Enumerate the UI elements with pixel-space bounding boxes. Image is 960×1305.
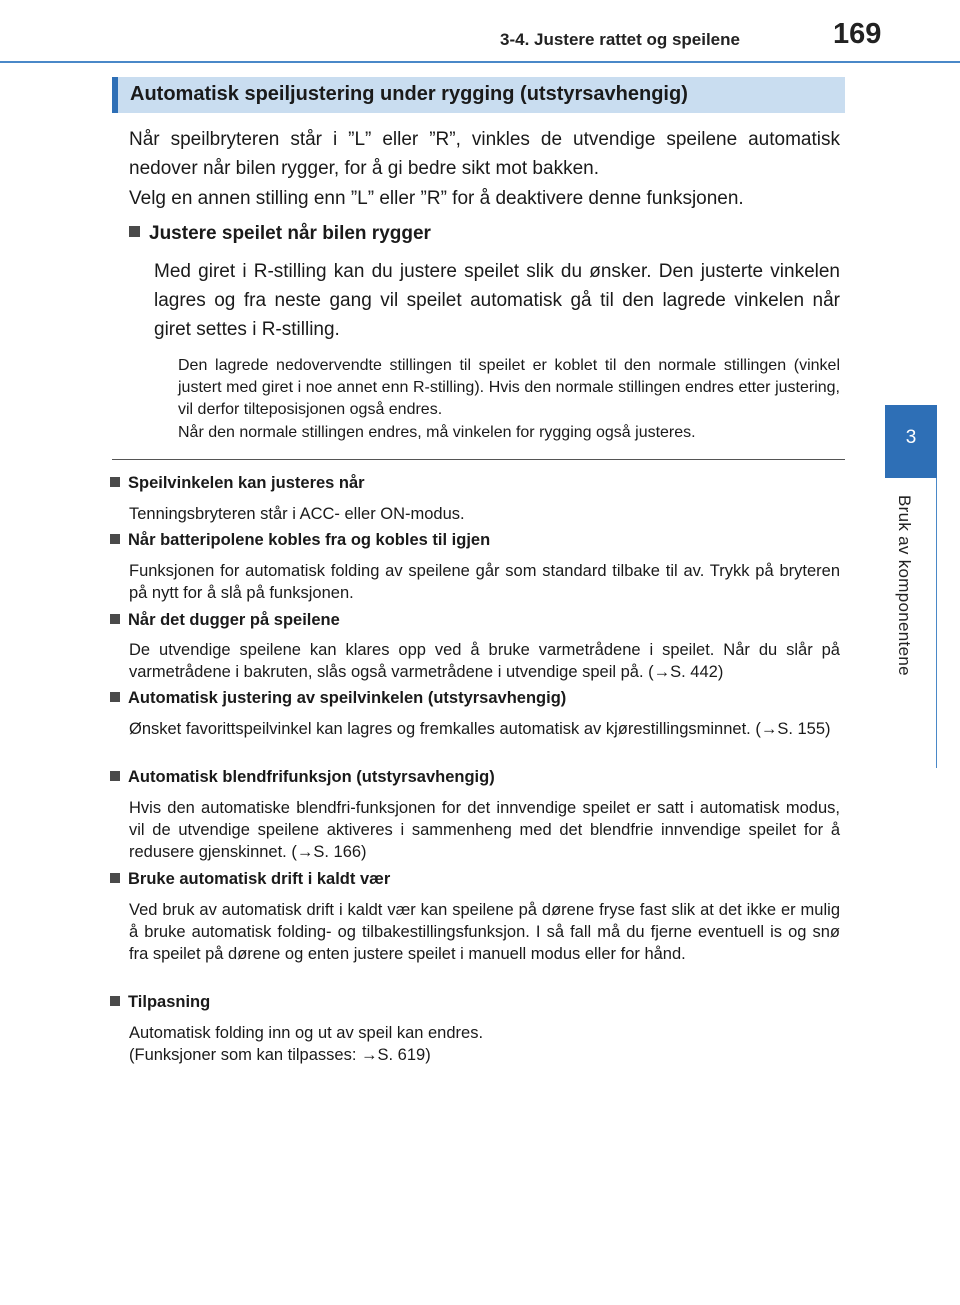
section-title: Automatisk speiljustering under rygging (utstyrsavhengig): [130, 83, 688, 105]
intro-paragraph-1: Når speilbryteren står i ”L” eller ”R”, vinkles de utvendige speilene automatisk nedover når bilen rygger, for å gi bedre sikt mot bakken.: [129, 129, 840, 179]
info-body: Hvis den automatiske blendfri-funksjonen for det innvendige speilet er satt i automatisk modus, vil de utvendige speilene aktiveres i sammenheng med det blendfrie innvendige speilet for å redusere gjenskinnet. (→S. 166): [129, 799, 840, 861]
info-heading: [110, 993, 210, 1012]
square-bullet-icon: [110, 692, 120, 702]
info-heading: [110, 611, 340, 630]
square-bullet-icon: [110, 996, 120, 1006]
section-divider: [112, 459, 845, 460]
info-body: De utvendige speilene kan klares opp ved å bruke varmetrådene i speilet. Når du slår på varmetrådene i bakruten, slås også varmetrådene i utvendige speil på. (→S. 442): [129, 641, 840, 681]
chapter-number: 3: [905, 427, 917, 448]
info-body: Tenningsbryteren står i ACC- eller ON-modus.: [129, 505, 465, 523]
note-paragraph-2: Når den normale stillingen endres, må vinkelen for rygging også justeres.: [178, 424, 696, 441]
square-bullet-icon: [110, 614, 120, 624]
info-heading-text: Når det dugger på speilene: [128, 611, 340, 629]
subheading-text: Justere speilet når bilen rygger: [149, 223, 431, 244]
info-heading-text: Tilpasning: [128, 993, 211, 1011]
square-bullet-icon: [110, 477, 120, 487]
square-bullet-icon: [110, 771, 120, 781]
chapter-title: Bruk av komponentene: [895, 495, 914, 676]
info-body: (Funksjoner som kan tilpasses: →S. 619): [129, 1046, 431, 1064]
note-paragraph-1: Den lagrede nedovervendte stillingen til speilet er koblet til den normale stillingen (vinkel justert med giret i noe annet enn R-stilling). Hvis den normale stillingen endres etter justering, vil derfor tilteposisjonen også endres.: [178, 357, 840, 418]
square-bullet-icon: [110, 534, 120, 544]
square-bullet-icon: [129, 226, 140, 237]
running-header: 3-4. Justere rattet og speilene: [500, 30, 740, 49]
subheading: [129, 223, 431, 245]
info-heading: [110, 474, 365, 493]
info-heading: [110, 768, 495, 787]
info-heading-text: Speilvinkelen kan justeres når: [128, 474, 365, 492]
info-body: Ønsket favorittspeilvinkel kan lagres og fremkalles automatisk av kjørestillingsminnet. (→S. 155): [129, 720, 831, 738]
info-heading-text: Bruke automatisk drift i kaldt vær: [128, 870, 391, 888]
section-box-title: [112, 77, 845, 113]
intro-paragraph-2: Velg en annen stilling enn ”L” eller ”R” for å deaktivere denne funksjonen.: [129, 188, 744, 209]
info-body: Funksjonen for automatisk folding av speilene går som standard tilbake til av. Trykk på bryteren på nytt for å slå på funksjonen.: [129, 562, 840, 602]
sub-paragraph: Med giret i R-stilling kan du justere speilet slik du ønsker. Den justerte vinkelen lagres og fra neste gang vil speilet automatisk gå til den lagrede vinkelen når giret settes i R-stilling.: [154, 261, 840, 340]
info-heading-text: Automatisk blendfrifunksjon (utstyrsavhengig): [128, 768, 495, 786]
info-heading: [110, 870, 390, 889]
chapter-tab: [885, 405, 937, 478]
page-number: 169: [833, 18, 882, 50]
info-heading-text: Når batteripolene kobles fra og kobles til igjen: [128, 531, 491, 549]
info-heading-text: Automatisk justering av speilvinkelen (utstyrsavhengig): [128, 689, 567, 707]
info-heading: [110, 689, 566, 708]
header-rule: [0, 61, 960, 63]
info-heading: [110, 531, 490, 550]
info-body: Automatisk folding inn og ut av speil kan endres.: [129, 1024, 484, 1042]
info-body: Ved bruk av automatisk drift i kaldt vær kan speilene på dørene fryse fast slik at det ikke er mulig å bruke automatisk folding- og tilbakestillingsfunksjon. I så fall må du fjerne eventuell is og snø fra speilet på dørene og enten justere speilet i manuell modus eller for hånd.: [129, 901, 840, 963]
square-bullet-icon: [110, 873, 120, 883]
